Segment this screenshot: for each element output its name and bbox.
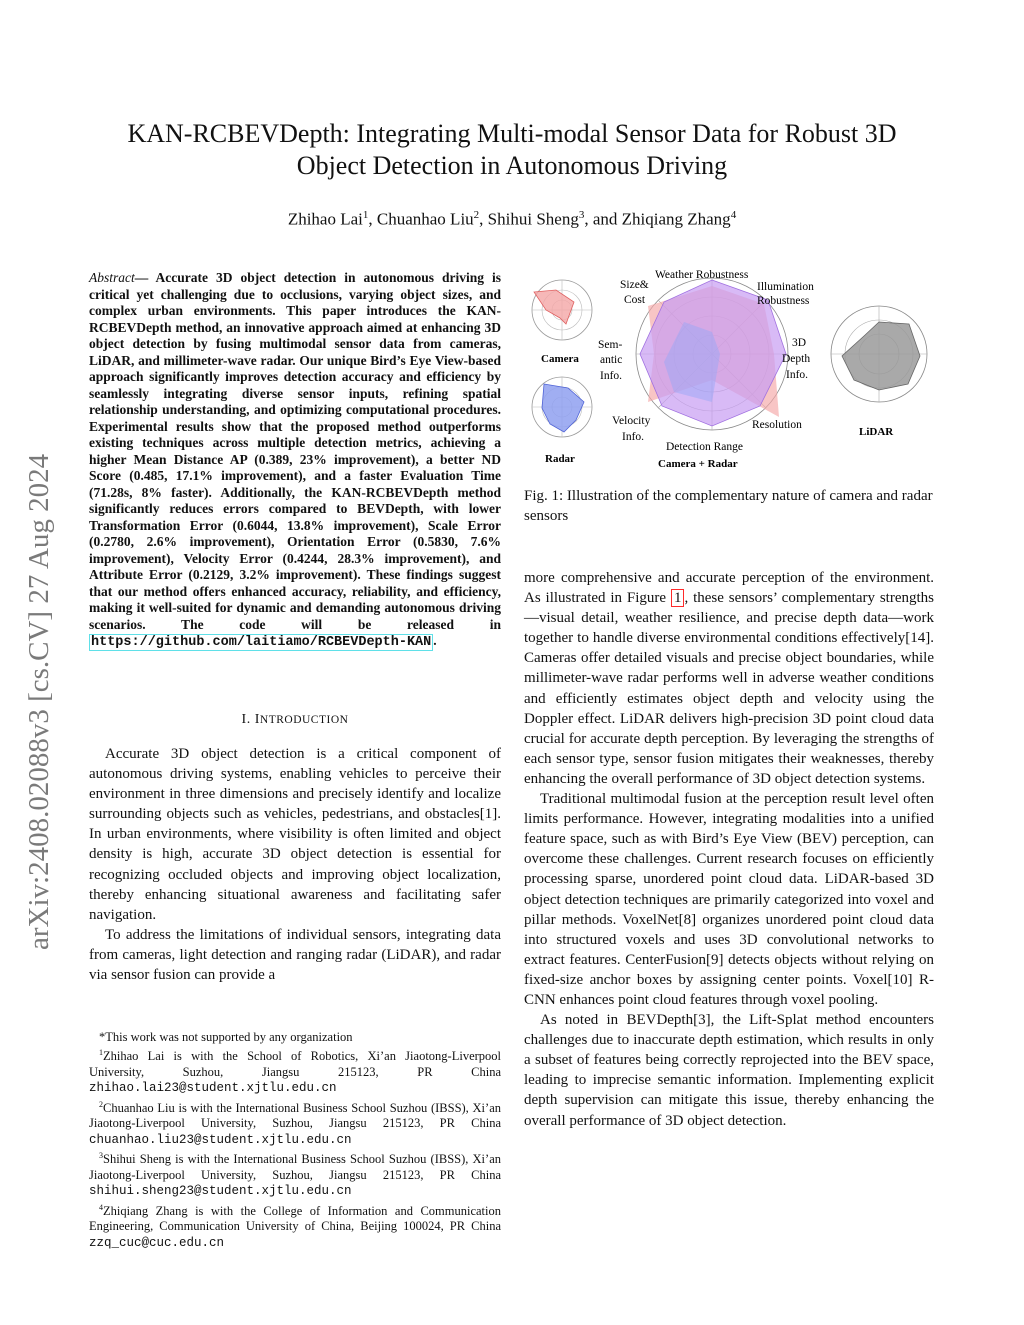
paragraph: As noted in BEVDepth[3], the Lift-Splat method encounters challenges due to inaccurate depth estimation, which results in only a subset of features being correctly reprojected into the BEV space, leading to imprecise semantic information. Implementing explicit depth supervision can mitigate this issue, thereby enhancing the overall performance of 3D object detection. — [524, 1012, 934, 1129]
section-heading: I. INTRODUCTION — [241, 712, 349, 727]
code-link[interactable]: https://github.com/laitiamo/RCBEVDepth-KAN — [91, 635, 432, 650]
author-name: Zhiqiang Zhang — [621, 209, 731, 229]
abstract: Abstract— Accurate 3D object detection in autonomous driving is critical yet challenging due to occlusions, varying object sizes, and complex urban environments. This paper introduces the KAN-RCBEVDepth method, an innovative approach aimed at enhancing 3D object detection by fusing multimodal sensor data from cameras, LiDAR, and millimeter-wave radar. Our unique Bird’s Eye View-based approach significantly improves detection accuracy and efficiency by seamlessly integrating diverse sensor inputs, refining spatial relationship understanding, and optimizing computational procedures. Experimental results show that the proposed method outperforms existing techniques across multiple detection metrics, achieving a higher Mean Distance AP (0.389, 23% improvement), a better ND Score (0.485, 17.1% improvement), and a faster Evaluation Time (71.28s, 8% faster). Additionally, the KAN-RCBEVDepth method significantly reduces errors compared to BEVDepth, with lower Transformation Error (0.6044, 13.8% improvement), Scale Error (0.2780, 2.6% improvement), Orientation Error (0.5830, 7.6% improvement), Velocity Error (0.4244, 28.3% improvement), and Attribute Error (0.2129, 3.2% improvement). These findings suggest that our method offers enhanced accuracy, reliability, and efficiency, making it well-suited for dynamic and demanding autonomous driving scenarios. The code will be released in https://github.com/laitiamo/RCBEVDepth-KAN . — [89, 270, 501, 650]
abstract-label: Abstract — [89, 270, 135, 285]
radar-label: Radar — [545, 453, 575, 465]
footnote: $^4$Zhiqiang Zhang is with the College of Information and Communication Engineering, Communication University of China, Beijing 100024, PR China zzq_cuc@cuc.edu.cn — [89, 1202, 501, 1250]
axis-label: Weather Robustness — [655, 269, 749, 281]
axis-label: Illumination — [757, 281, 814, 293]
axis-label: 3D — [792, 337, 807, 349]
axis-label: Cost — [624, 294, 646, 306]
figure-ref-link[interactable]: 1 — [671, 589, 685, 607]
lidar-radar-chart — [831, 306, 927, 438]
arxiv-stamp — [16, 250, 56, 970]
radar-radar-chart — [532, 377, 592, 465]
axis-label: Resolution — [752, 419, 802, 431]
author-name: Shihui Sheng — [487, 209, 579, 229]
email: shihui.sheng23@student.xjtlu.edu.cn — [89, 1184, 352, 1199]
email: zhihao.lai23@student.xjtlu.edu.cn — [89, 1081, 337, 1096]
axis-label: Robustness — [757, 295, 810, 307]
paragraph: Accurate 3D object detection is a critical component of autonomous driving systems, enabling vehicles to perceive their environment in three dimensions and precisely identify and localize surrounding objects such as vehicles, pedestrians, and obstacles[1]. In urban environments, where visibility is often limited and object density is high, accurate 3D object detection is essential for recognizing occluded objects and improving object localization, thereby enhancing situational awareness and facilitating safer navigation. — [89, 746, 501, 923]
intro-text — [89, 744, 501, 985]
axis-label: Info. — [622, 431, 645, 443]
footnote: *This work was not supported by any organization — [99, 1030, 353, 1044]
camera-radar-chart — [532, 280, 592, 365]
axis-label: Detection Range — [666, 441, 743, 453]
footnote: $^1$Zhihao Lai is with the School of Robotics, Xi’an Jiaotong-Liverpool University, Suzhou, Jiangsu 215123, PR China zhihao.lai23@student.xjtlu.edu.cn — [89, 1048, 501, 1096]
lidar-polygon — [842, 322, 920, 390]
axis-label: Size& — [620, 279, 649, 291]
center-label: Camera + Radar — [658, 458, 738, 470]
camera-polygon — [534, 290, 574, 324]
lidar-label: LiDAR — [859, 426, 894, 438]
author-name: Chuanhao Liu — [376, 209, 474, 229]
axis-label: antic — [600, 354, 623, 366]
radar-polygon — [542, 384, 584, 432]
author-name: Zhihao Lai — [287, 209, 363, 229]
footnote: $^3$Shihui Sheng is with the International Business School Suzhou (IBSS), Xi’an Jiaotong-Liverpool University, Suzhou, Jiangsu 215123, PR China shihui.sheng23@student.xjtlu.edu.cn — [89, 1151, 501, 1199]
axis-label: Info. — [786, 369, 809, 381]
right-column-text — [524, 568, 934, 1131]
paragraph: To address the limitations of individual sensors, integrating data from cameras, light detection and ranging radar (LiDAR), and radar via sensor fusion can provide a — [89, 926, 501, 984]
axis-label: Depth — [782, 353, 811, 365]
fused-radar-chart — [598, 269, 814, 470]
axis-label: Sem- — [598, 339, 623, 351]
abstract-text: — Accurate 3D object detection in autonomous driving is critical yet challenging due to occlusions, varying object sizes, and complex urban environments. This paper introduces the KAN-RCBEVDepth method, an innovative approach aimed at enhancing 3D object detection by fusing multimodal sensor data from cameras, LiDAR, and millimeter-wave radar. Our unique Bird’s Eye View-based approach significantly improves detection accuracy and efficiency by seamlessly integrating diverse sensor inputs, refining spatial relationship understanding, and optimizing computational procedures. Experimental results show that the proposed method outperforms existing techniques across multiple detection metrics, achieving a higher Mean Distance AP (0.389, 23% improvement), a better ND Score (0.485, 17.1% improvement), and a faster Evaluation Time (71.28s, 8% faster). Additionally, the KAN-RCBEVDepth method significantly reduces errors compared to BEVDepth, with lower Transformation Error (0.6044, 13.8% improvement), Scale Error (0.2780, 2.6% improvement), Orientation Error (0.5830, 7.6% improvement), Velocity Error (0.4244, 28.3% improvement), and Attribute Error (0.2129, 3.2% improvement). These findings suggest that our method offers enhanced accuracy, reliability, and efficiency, making it well-suited for dynamic and demanding autonomous driving scenarios. The code will be released in — [89, 270, 501, 632]
axis-label: Info. — [600, 370, 623, 382]
email: chuanhao.liu23@student.xjtlu.edu.cn — [89, 1132, 352, 1147]
paper-title: KAN-RCBEVDepth: Integrating Multi-modal Sensor Data for Robust 3D Object Detection in Autonomous Driving — [127, 119, 897, 180]
axis-label: Velocity — [612, 415, 651, 427]
email: zzq_cuc@cuc.edu.cn — [89, 1235, 225, 1250]
footnotes — [89, 1030, 501, 1251]
author-list: Zhihao Lai$^1$, Chuanhao Liu$^2$, Shihui Sheng$^3$, and Zhiqiang Zhang$^4$ — [287, 209, 737, 229]
paragraph: Traditional multimodal fusion at the perception result level often limits performance. However, integrating modalities into a unified feature space, such as with Bird’s Eye View (BEV) perception, can overcome these challenges. Current research focuses on efficiently processing sparse, unordered point cloud data. LiDAR-based 3D object detection techniques are primarily categorized into voxel and pillar methods. VoxelNet[8] organizes unordered point cloud data into structured voxels and uses 3D convolutional networks to extract features. CenterFusion[9] detects objects without relying on fixed-size anchor boxes by assigning center points. Voxel[10] R-CNN enhances point cloud features through voxel pooling. — [524, 791, 934, 1008]
figure-1 — [524, 262, 934, 472]
figure-caption: Fig. 1: Illustration of the complementary nature of camera and radar sensors — [524, 488, 933, 524]
arxiv-id: arXiv:2408.02088v3 [cs.CV] 27 Aug 2024 — [23, 453, 55, 950]
camera-label: Camera — [541, 353, 579, 365]
footnote: $^2$Chuanhao Liu is with the International Business School Suzhou (IBSS), Xi’an Jiaotong-Liverpool University, Suzhou, Jiangsu 215123, PR China chuanhao.liu23@student.xjtlu.edu.cn — [89, 1099, 501, 1147]
paragraph: more comprehensive and accurate perception of the environment. As illustrated in Figure 1 , these sensors’ complementary strengths—visual detail, weather resilience, and precise depth data—work together to handle diverse environmental conditions effectively[14]. Cameras offer detailed visuals and precise object boundaries, while millimeter-wave radar performs well in adverse weather conditions and efficiently estimates object depth and velocity using the Doppler effect. LiDAR delivers high-precision 3D point cloud data crucial for accurate depth perception. By leveraging the strengths of each sensor type, sensor fusion mitigates their weaknesses, thereby enhancing the overall performance of 3D object detection systems. — [524, 570, 935, 787]
